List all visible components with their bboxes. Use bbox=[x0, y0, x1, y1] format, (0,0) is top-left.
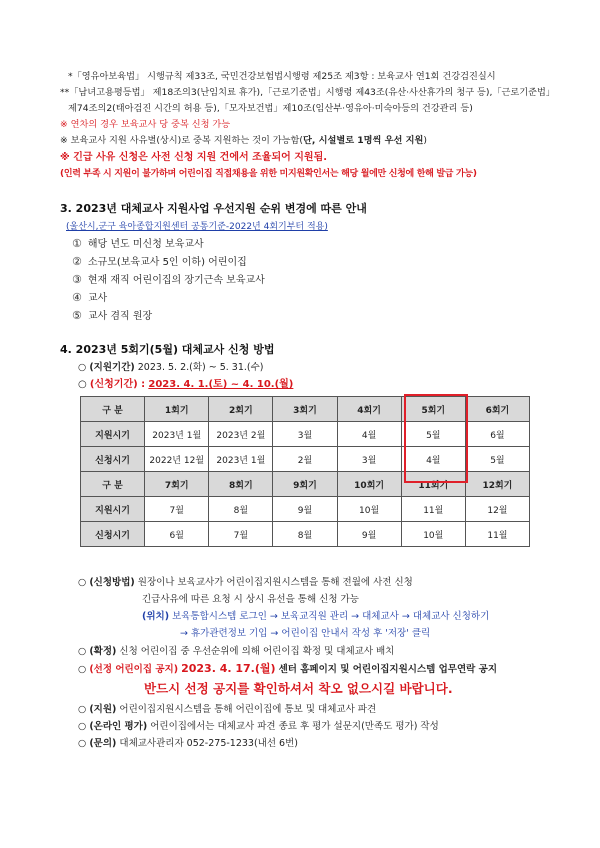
table-cell: 9회기 bbox=[273, 472, 337, 497]
table-cell: 7월 bbox=[145, 497, 209, 522]
table-cell: 9월 bbox=[337, 522, 401, 547]
apply-period-value: 2023. 4. 1.(토) ~ 4. 10.(월) bbox=[148, 379, 294, 390]
note-urgent: ※ 긴급 사유 신청은 사전 신청 지원 건에서 조율되어 지원됨. bbox=[60, 152, 328, 163]
support-text: 어린이집지원시스템을 통해 어린이집에 통보 및 대체교사 파견 bbox=[119, 704, 377, 715]
table-cell: 5월 bbox=[401, 422, 465, 447]
table-cell: 11월 bbox=[401, 497, 465, 522]
table-cell: 6월 bbox=[465, 422, 529, 447]
priority-num: ① bbox=[72, 237, 82, 250]
note2-prefix: ※ 보육교사 지원 사유별(상시)로 중복 지원하는 것이 가능함( bbox=[60, 135, 304, 146]
table-cell: 7회기 bbox=[145, 472, 209, 497]
table-cell: 2월 bbox=[273, 447, 337, 472]
table-row bbox=[81, 522, 530, 547]
table-cell: 10월 bbox=[401, 522, 465, 547]
apply-method-line2: 긴급사유에 따른 요청 시 상시 유선을 통해 신청 가능 bbox=[142, 594, 359, 605]
apply-period-label: (신청기간) : bbox=[89, 379, 146, 390]
table-cell: 5회기 bbox=[401, 397, 465, 422]
priority-num: ② bbox=[72, 255, 82, 268]
priority-text: 교사 bbox=[87, 293, 108, 304]
table-cell: 1회기 bbox=[145, 397, 209, 422]
table-cell: 4회기 bbox=[337, 397, 401, 422]
table-cell: 7월 bbox=[209, 522, 273, 547]
table-cell: 8월 bbox=[209, 497, 273, 522]
location-label: (위치) bbox=[142, 611, 170, 622]
bullet-icon: ○ bbox=[78, 704, 87, 715]
footnote-1: *「영유아보육법」 시행규칙 제33조, 국민건강보험법시행령 제25조 제3항 : 보육교사 연1회 건강검진실시 bbox=[68, 71, 496, 82]
apply-period bbox=[78, 378, 293, 391]
table-cell: 9월 bbox=[273, 497, 337, 522]
bullet-icon: ○ bbox=[78, 646, 87, 657]
table-cell: 2023년 1월 bbox=[145, 422, 209, 447]
bullet-icon: ○ bbox=[78, 721, 87, 732]
section3-subtitle: (울산시,군구 육아종합지원센터 공통기준-2022년 4회기부터 적용) bbox=[66, 222, 328, 232]
table-cell: 8월 bbox=[273, 522, 337, 547]
bullet-icon: ○ bbox=[78, 379, 87, 390]
support-period bbox=[78, 361, 264, 374]
support-period-label: (지원기간) bbox=[89, 362, 135, 373]
table-cell: 3회기 bbox=[273, 397, 337, 422]
announce-emphasis: 반드시 선정 공지를 확인하셔서 착오 없으시길 바랍니다. bbox=[144, 681, 453, 696]
table-cell: 10회기 bbox=[337, 472, 401, 497]
confirm-text: 신청 어린이집 중 우선순위에 의해 어린이집 확정 및 대체교사 배치 bbox=[119, 646, 395, 657]
apply-method-label: (신청방법) bbox=[89, 577, 135, 588]
announce-line bbox=[78, 662, 497, 676]
table-cell: 구 분 bbox=[81, 472, 145, 497]
online-eval-label: (온라인 평가) bbox=[89, 721, 148, 732]
inquiry-text: 대체교사관리자 052-275-1233(내선 6번) bbox=[119, 738, 298, 749]
note2-bold: 단, 시설별로 1명씩 우선 지원 bbox=[303, 135, 424, 146]
priority-text: 교사 겸직 원장 bbox=[87, 311, 153, 322]
table-cell: 4월 bbox=[401, 447, 465, 472]
note-staff-shortage: (인력 부족 시 지원이 불가하며 어린이집 직접채용을 위한 미지원확인서는 해당 월에만 신청에 한해 발급 가능) bbox=[60, 169, 477, 179]
note-duplicate-leave: ※ 연차의 경우 보육교사 당 중복 신청 가능 bbox=[60, 119, 231, 130]
confirm-line bbox=[78, 645, 394, 658]
table-cell: 6회기 bbox=[465, 397, 529, 422]
table-cell: 2023년 1월 bbox=[209, 447, 273, 472]
inquiry-label: (문의) bbox=[89, 738, 117, 749]
priority-text: 소규모(보육교사 5인 이하) 어린이집 bbox=[87, 257, 247, 268]
table-cell: 2회기 bbox=[209, 397, 273, 422]
online-eval-text: 어린이집에서는 대체교사 파견 종료 후 평가 설문지(만족도 평가) 작성 bbox=[150, 721, 439, 732]
announce-label: (선정 어린이집 공지) bbox=[89, 664, 179, 675]
footnote-2b: 제74조의2(태아검진 시간의 허용 등),「모자보건법」제10조(임산부·영유아·미숙아등의 건강관리 등) bbox=[68, 103, 473, 114]
table-cell: 신청시기 bbox=[81, 522, 145, 547]
support-period-value: 2023. 5. 2.(화) ~ 5. 31.(수) bbox=[137, 362, 264, 373]
announce-text: 센터 홈페이지 및 어린이집지원시스템 업무연락 공지 bbox=[278, 664, 497, 675]
priority-item-5 bbox=[72, 309, 152, 323]
bullet-icon: ○ bbox=[78, 362, 87, 373]
priority-item-3 bbox=[72, 273, 265, 287]
note2-suffix: ) bbox=[423, 135, 427, 146]
online-eval-line bbox=[78, 720, 439, 733]
confirm-label: (확정) bbox=[89, 646, 117, 657]
table-cell: 2023년 2월 bbox=[209, 422, 273, 447]
priority-item-4 bbox=[72, 291, 107, 305]
table-cell: 지원시기 bbox=[81, 497, 145, 522]
priority-text: 현재 재직 어린이집의 장기근속 보육교사 bbox=[87, 275, 265, 286]
bullet-icon: ○ bbox=[78, 738, 87, 749]
table-cell: 10월 bbox=[337, 497, 401, 522]
table-cell: 구 분 bbox=[81, 397, 145, 422]
table-cell: 지원시기 bbox=[81, 422, 145, 447]
table-cell: 2022년 12월 bbox=[145, 447, 209, 472]
table-cell: 12월 bbox=[465, 497, 529, 522]
priority-num: ③ bbox=[72, 273, 82, 286]
support-line bbox=[78, 703, 376, 716]
priority-num: ⑤ bbox=[72, 309, 82, 322]
table-cell: 3월 bbox=[337, 447, 401, 472]
table-cell: 3월 bbox=[273, 422, 337, 447]
location-line2: → 휴가관련정보 기입 → 어린이집 안내서 작성 후 '저장' 클릭 bbox=[180, 628, 431, 639]
inquiry-line bbox=[78, 737, 298, 750]
priority-num: ④ bbox=[72, 291, 82, 304]
table-cell: 12회기 bbox=[465, 472, 529, 497]
support-label: (지원) bbox=[89, 704, 117, 715]
apply-method bbox=[78, 576, 413, 589]
table-cell: 11회기 bbox=[401, 472, 465, 497]
table-cell: 8회기 bbox=[209, 472, 273, 497]
footnote-2a: **「남녀고용평등법」 제18조의3(난임치료 휴가),「근로기준법」시행령 제43조(유산·사산휴가의 청구 등),「근로기준법」 bbox=[60, 87, 556, 98]
priority-item-1 bbox=[72, 237, 204, 251]
table-cell: 4월 bbox=[337, 422, 401, 447]
highlight-box-5th-round bbox=[404, 394, 468, 483]
priority-text: 해당 년도 미신청 보육교사 bbox=[87, 239, 204, 250]
table-row bbox=[81, 497, 530, 522]
table-cell: 6월 bbox=[145, 522, 209, 547]
announce-date: 2023. 4. 17.(월) bbox=[181, 662, 276, 675]
priority-item-2 bbox=[72, 255, 247, 269]
table-cell: 11월 bbox=[465, 522, 529, 547]
table-cell: 5월 bbox=[465, 447, 529, 472]
location-steps bbox=[142, 610, 489, 623]
location-line1: 보육통합시스템 로그인 → 보육교직원 관리 → 대체교사 → 대체교사 신청하기 bbox=[172, 611, 490, 622]
section4-title: 4. 2023년 5회기(5월) 대체교사 신청 방법 bbox=[60, 343, 275, 356]
note-duplicate-support bbox=[60, 134, 427, 147]
apply-method-line1: 원장이나 보육교사가 어린이집지원시스템을 통해 전월에 사전 신청 bbox=[137, 577, 413, 588]
table-cell: 신청시기 bbox=[81, 447, 145, 472]
bullet-icon: ○ bbox=[78, 577, 87, 588]
bullet-icon: ○ bbox=[78, 664, 87, 675]
section3-title: 3. 2023년 대체교사 지원사업 우선지원 순위 변경에 따른 안내 bbox=[60, 202, 367, 215]
